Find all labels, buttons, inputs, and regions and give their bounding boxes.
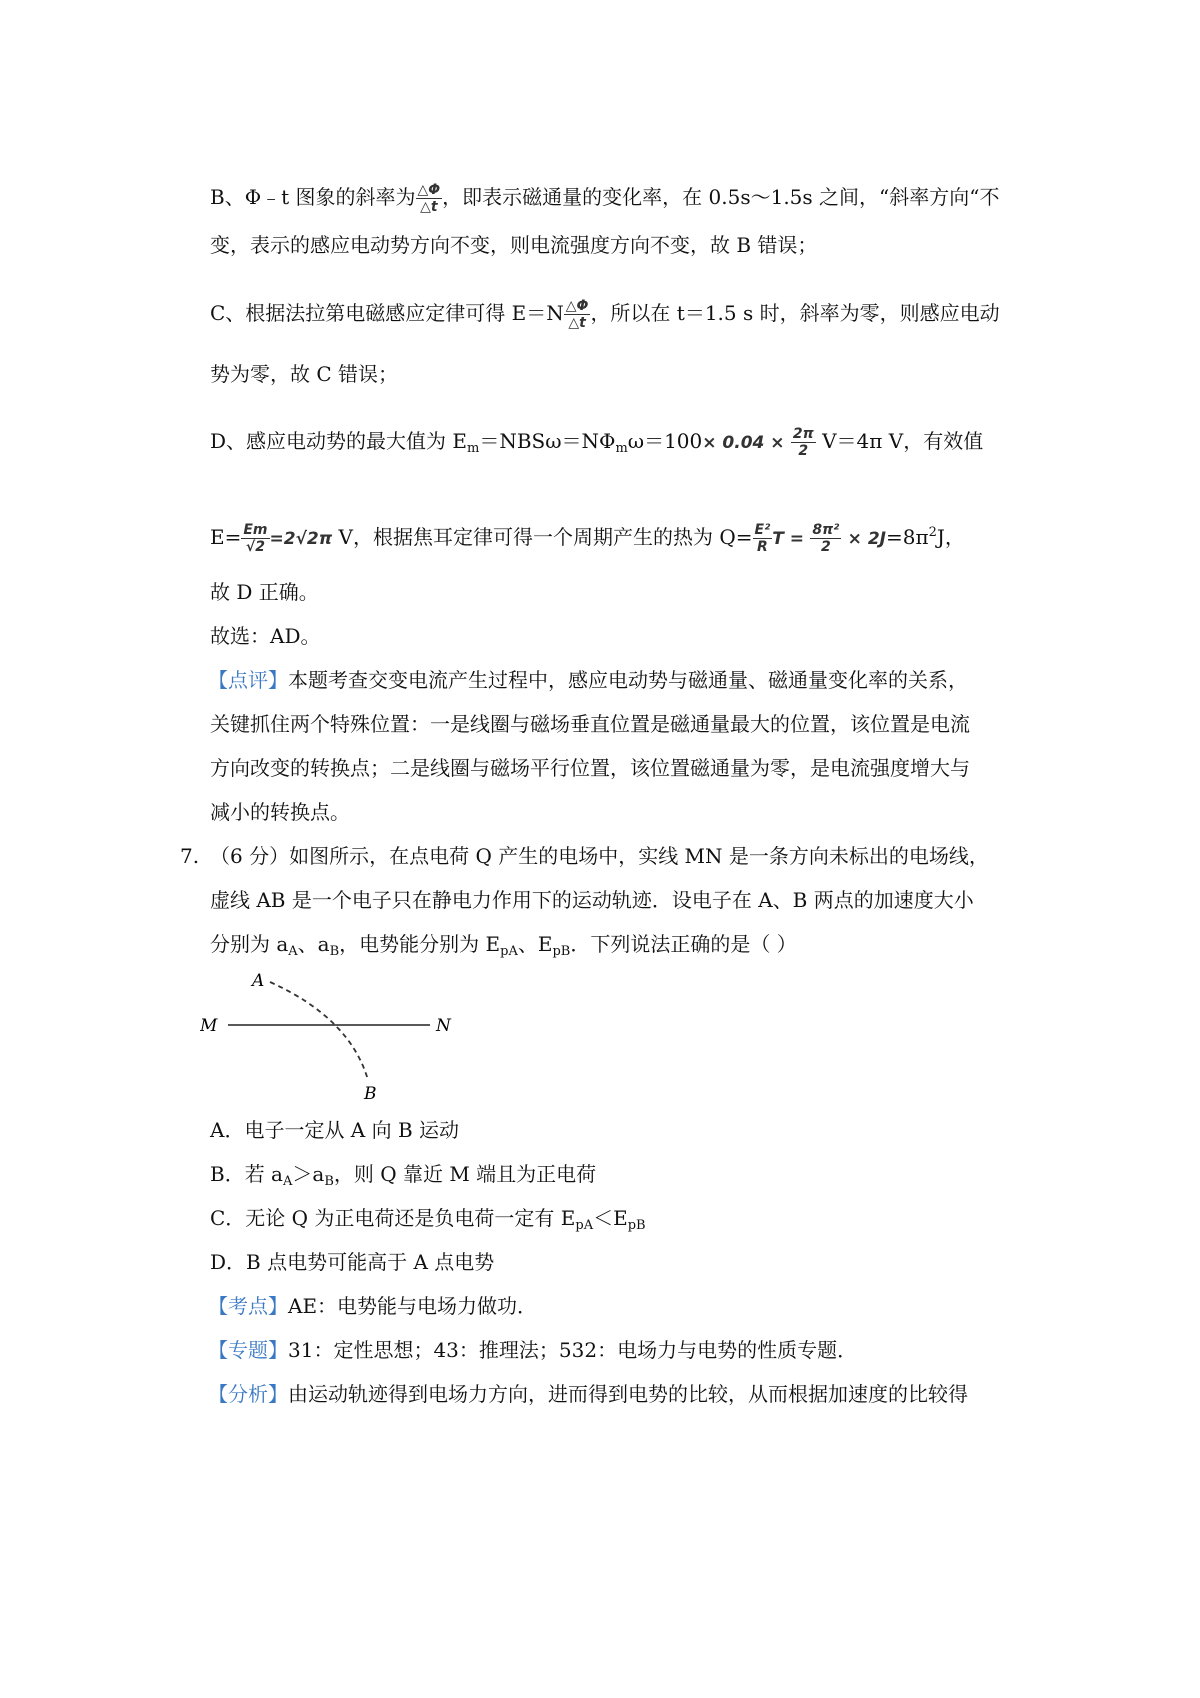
question-line: 分别为 $a_A$、$a_B$，电势能分别为 $E_{pA}$、$E_{pB}$．下列说法正确的是（ ） xyxy=(210,932,797,959)
question-line: （6 分）如图所示，在点电荷 Q 产生的电场中，实线 MN 是一条方向未标出的电场线， xyxy=(210,844,989,868)
option-b: B．若 $a_A>a_B$，则 Q 靠近 M 端且为正电荷 xyxy=(210,1162,597,1189)
question-number: 7. xyxy=(180,844,200,868)
option-a: A．电子一定从 A 向 B 运动 xyxy=(210,1118,460,1142)
text-line: C、根据法拉第电磁感应定律可得 E＝N $\frac{\triangle\Phi}{\triangle t}$ ，所以在 t＝1.5 s 时，斜率为零，则感应电动 xyxy=(210,298,1000,331)
analysis: 【分析】由运动轨迹得到电场力方向，进而得到电势的比较，从而根据加速度的比较得 xyxy=(208,1382,968,1406)
option-d: D．B 点电势可能高于 A 点电势 xyxy=(210,1250,495,1274)
delta-phi-fraction: $\frac{\triangle\Phi}{\triangle t}$ xyxy=(565,298,589,331)
fx-tag: 【分析】 xyxy=(208,1382,288,1406)
text-line: B、Φ﹣t 图象的斜率为 $\frac{\triangle\Phi}{\triangle t}$ ，即表示磁通量的变化率，在 0.5s～1.5s 之间，“斜率方向“不 xyxy=(210,182,1000,215)
knowledge-point: 【考点】AE：电势能与电场力做功． xyxy=(208,1294,538,1318)
review-line: 减小的转换点。 xyxy=(210,800,350,824)
review-line: 关键抓住两个特殊位置：一是线圈与磁场垂直位置是磁通量最大的位置，该位置是电流 xyxy=(210,712,970,736)
review-line: 【点评】本题考查交变电流产生过程中，感应电动势与磁通量、磁通量变化率的关系， xyxy=(208,668,968,692)
zt-tag: 【专题】 xyxy=(208,1338,288,1362)
text-line: E= $\frac{Em}{√2}$ =2√2π V，根据焦耳定律可得一个周期产生的热为 Q= $\frac{\text{E²}}{R}$ T = $\frac{\text{8π²}}{2}$ × $2J=8\pi^2J$， xyxy=(210,522,965,555)
eight-pi2-fraction: $\frac{\text{8π²}}{2}$ xyxy=(812,522,840,555)
label-a: A xyxy=(252,971,265,991)
delta-phi-fraction: $\frac{\triangle\Phi}{\triangle t}$ xyxy=(417,182,441,215)
text-line: D、感应电动势的最大值为 $E_m=NBS\omega=N\Phi_m\omega=100\times 0.04$ × $\frac{2\pi}{2}$ V＝4π V，有效值 xyxy=(210,426,984,459)
review-line: 方向改变的转换点；二是线圈与磁场平行位置，该位置磁通量为零，是电流强度增大与 xyxy=(210,756,970,780)
em-fraction: $\frac{Em}{√2}$ xyxy=(243,522,268,555)
two-pi-fraction: $\frac{2\pi}{2}$ xyxy=(792,426,814,459)
label-b: B xyxy=(364,1084,377,1104)
text-line: 故选：AD。 xyxy=(210,624,321,648)
text-line: 势为零，故 C 错误； xyxy=(210,362,399,386)
e2-r-fraction: $\frac{\text{E²}}{R}$ xyxy=(754,522,771,555)
kp-tag: 【考点】 xyxy=(208,1294,288,1318)
option-c: C．无论 Q 为正电荷还是负电荷一定有 $E_{pA}<E_{pB}$ xyxy=(210,1206,646,1233)
text-line: 变，表示的感应电动势方向不变，则电流强度方向不变，故 B 错误； xyxy=(210,233,818,257)
field-line-figure xyxy=(200,968,480,1108)
question-line: 虚线 AB 是一个电子只在静电力作用下的运动轨迹．设电子在 A、B 两点的加速度大小 xyxy=(210,888,974,912)
trajectory-ab xyxy=(270,982,368,1080)
label-n: N xyxy=(436,1016,451,1036)
topic: 【专题】31：定性思想；43：推理法；532：电场力与电势的性质专题． xyxy=(208,1338,858,1362)
label-m: M xyxy=(200,1016,218,1036)
text-line: 故 D 正确。 xyxy=(210,580,319,604)
review-tag: 【点评】 xyxy=(208,668,288,692)
